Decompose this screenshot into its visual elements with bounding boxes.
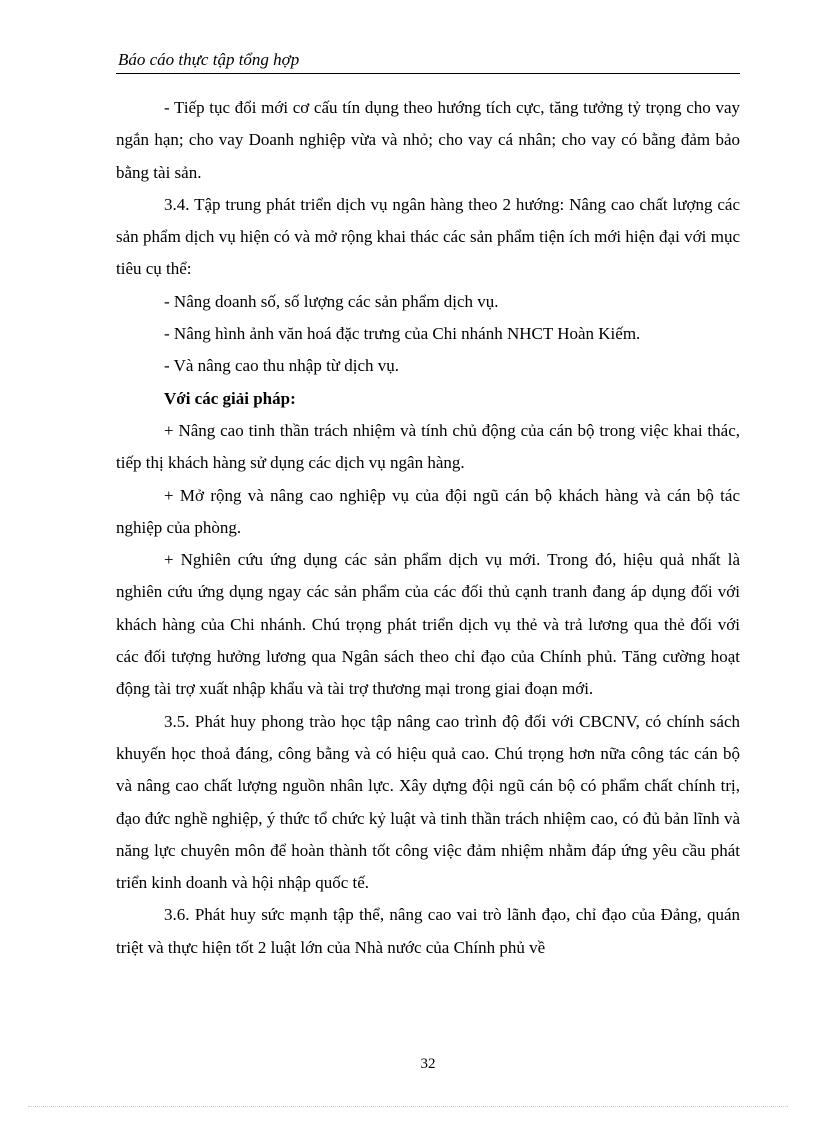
- paragraph-bullet-income: - Và nâng cao thu nhập từ dịch vụ.: [164, 356, 400, 376]
- paragraph-solutions-heading: Với các giải pháp:: [164, 388, 296, 408]
- paragraph-solution-responsibility: + Nâng cao tinh thần trách nhiệm và tính chủ động của cán bộ trong việc khai thác, tiếp thị khách hàng sử dụng các dịch vụ ngân hàng.: [116, 420, 740, 473]
- paragraph-bullet-culture: - Nâng hình ảnh văn hoá đặc trưng của Chi nhánh NHCT Hoàn Kiếm.: [164, 324, 641, 344]
- body-text: [116, 92, 740, 964]
- footer-divider: [28, 1106, 788, 1107]
- header-title: Báo cáo thực tập tổng hợp: [118, 50, 300, 69]
- paragraph-bullet-sales: - Nâng doanh số, số lượng các sản phẩm dịch vụ.: [164, 291, 499, 311]
- paragraph-credit-structure: - Tiếp tục đổi mới cơ cấu tín dụng theo hướng tích cực, tăng tưởng tỷ trọng cho vay ngắn hạn; cho vay Doanh nghiệp vừa và nhỏ; cho vay cá nhân; cho vay có bằng đảm bảo bằng tài sản.: [116, 98, 740, 182]
- paragraph-section-3-6: 3.6. Phát huy sức mạnh tập thể, nâng cao vai trò lãnh đạo, chỉ đạo của Đảng, quán triệt và thực hiện tốt 2 luật lớn của Nhà nước của Chính phủ về: [116, 905, 740, 957]
- page-number: 32: [420, 1056, 436, 1072]
- paragraph-section-3-5: 3.5. Phát huy phong trào học tập nâng cao trình độ đối với CBCNV, có chính sách khuyến học thoả đáng, công bằng và có hiệu quả cao. Chú trọng hơn nữa công tác cán bộ và nâng cao chất lượng nguồn nhân lực. Xây dựng đội ngũ cán bộ có phẩm chất chính trị, đạo đức nghề nghiệp, ý thức tổ chức kỷ luật và tinh thần trách nhiệm cao, có đủ bản lĩnh và năng lực chuyên môn để hoàn thành tốt công việc đảm nhiệm nhằm đáp ứng yêu cầu phát triển kinh doanh và hội nhập quốc tế.: [116, 711, 740, 893]
- paragraph-section-3-4: 3.4. Tập trung phát triển dịch vụ ngân hàng theo 2 hướng: Nâng cao chất lượng các sản phẩm dịch vụ hiện có và mở rộng khai thác các sản phẩm tiện ích mới hiện đại với mục tiêu cụ thể:: [116, 194, 740, 279]
- paragraph-solution-expand: + Mở rộng và nâng cao nghiệp vụ của đội ngũ cán bộ khách hàng và cán bộ tác nghiệp của phòng.: [116, 485, 740, 537]
- page-header: [116, 49, 740, 74]
- paragraph-solution-research: + Nghiên cứu ứng dụng các sản phẩm dịch vụ mới. Trong đó, hiệu quả nhất là nghiên cứu ứng dụng ngay các sản phẩm của các đối thủ cạnh tranh đang áp dụng đối với khách hàng của Chi nhánh. Chú trọng phát triển dịch vụ thẻ và trả lương qua thẻ đối với các đối tượng hưởng lương qua Ngân sách theo chỉ đạo của Chính phủ. Tăng cường hoạt động tài trợ xuất nhập khẩu và tài trợ thương mại trong giai đoạn mới.: [116, 550, 740, 699]
